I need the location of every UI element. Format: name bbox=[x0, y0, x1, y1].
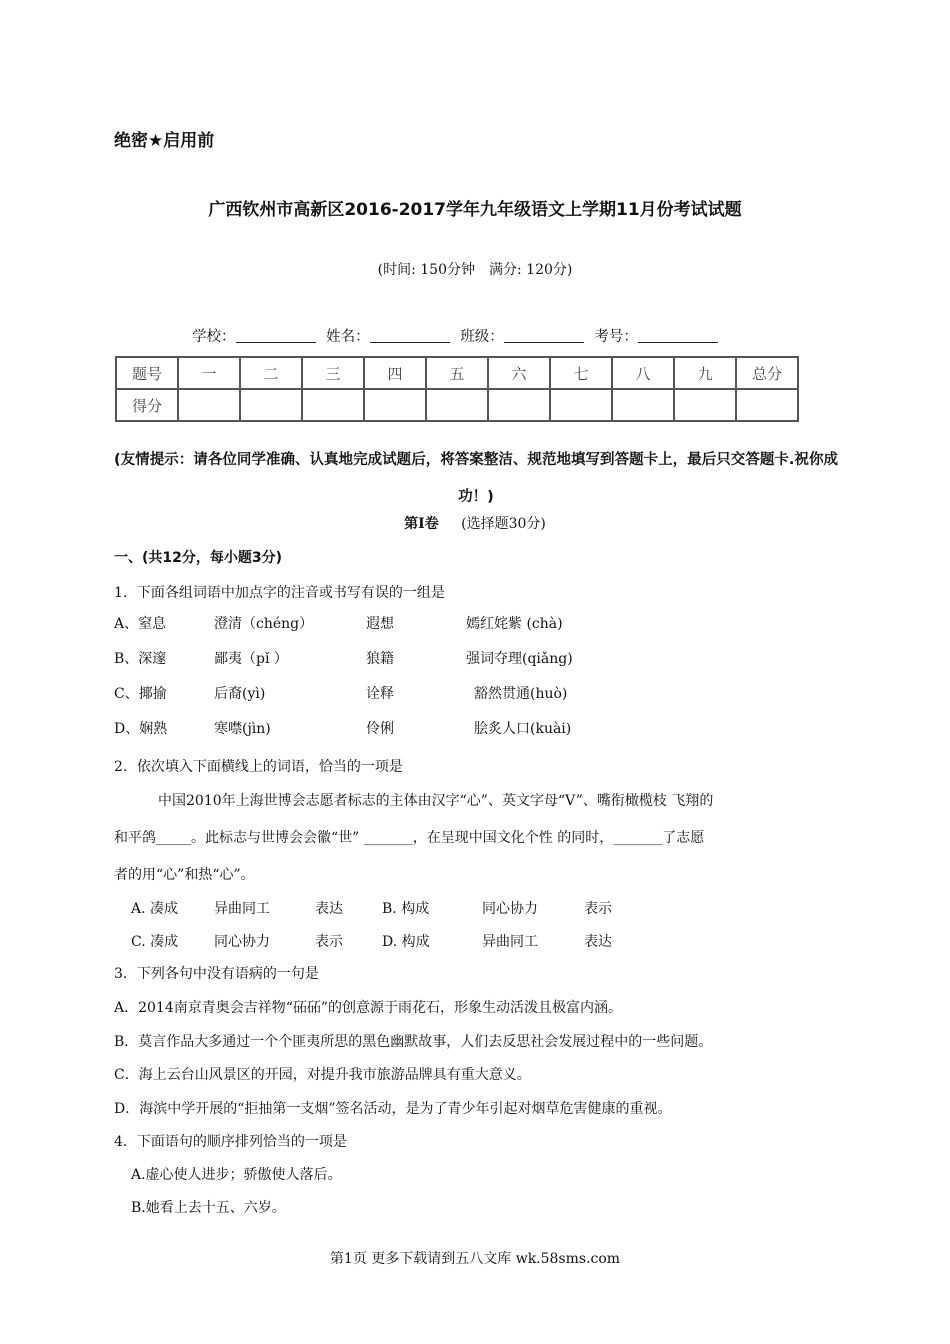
score-cell bbox=[488, 389, 550, 421]
score-header-cell: 四 bbox=[364, 357, 426, 389]
score-cell bbox=[240, 389, 302, 421]
q2-option-a-3: 表达 bbox=[315, 901, 343, 917]
q2-option-c-1: C. 凑成 bbox=[131, 934, 179, 950]
q4-item-b: B.她看上去十五、六岁。 bbox=[131, 1200, 286, 1216]
notice-text: (友情提示：请各位同学准确、认真地完成试题后，将答案整洁、规范地填写到答题卡上，最后只交答题卡.祝你成功！) bbox=[114, 452, 838, 505]
q1-option-d-word3: 脍炙人口(kuài) bbox=[474, 721, 572, 737]
score-header-cell: 题号 bbox=[116, 357, 178, 389]
score-header-cell: 八 bbox=[612, 357, 674, 389]
q1-option-a-word1: 澄清（chéng） bbox=[214, 616, 314, 632]
q2-passage-line-1: 中国2010年上海世博会志愿者标志的主体由汉字“心”、英文字母“V”、嘴衔橄榄枝 飞翔的 bbox=[158, 793, 714, 809]
q2-option-a-1: A. 凑成 bbox=[131, 901, 179, 917]
q1-option-b-word3: 强词夺理(qiǎng) bbox=[466, 651, 573, 667]
score-cell bbox=[302, 389, 364, 421]
score-cell bbox=[612, 389, 674, 421]
question-1-stem: 1．下面各组词语中加点字的注音或书写有误的一组是 bbox=[114, 585, 445, 601]
class-blank bbox=[504, 328, 584, 343]
q2-option-d-1: D. 构成 bbox=[382, 934, 430, 950]
score-cell bbox=[674, 389, 736, 421]
q2-passage-line-3: 者的用“心”和热“心”。 bbox=[114, 867, 255, 883]
q3-option-d: D．海滨中学开展的“拒抽第一支烟”签名活动，是为了青少年引起对烟草危害健康的重视。 bbox=[114, 1101, 672, 1117]
question-2-stem: 2．依次填入下面横线上的词语，恰当的一项是 bbox=[114, 759, 403, 775]
q1-option-d-word2: 伶俐 bbox=[366, 721, 394, 737]
exam-no-label: 考号： bbox=[594, 329, 638, 345]
score-header-cell: 九 bbox=[674, 357, 736, 389]
score-cell bbox=[426, 389, 488, 421]
question-4-stem: 4．下面语句的顺序排列恰当的一项是 bbox=[114, 1134, 347, 1150]
q1-option-d-word1: 寒噤(jìn) bbox=[214, 721, 271, 737]
score-header-cell: 七 bbox=[550, 357, 612, 389]
q2-option-b-1: B. 构成 bbox=[382, 901, 430, 917]
name-label: 姓名： bbox=[326, 329, 370, 345]
score-row-label: 得分 bbox=[116, 389, 178, 421]
score-cell bbox=[364, 389, 426, 421]
confidential-mark: 绝密★启用前 bbox=[114, 131, 215, 151]
q3-option-b: B．莫言作品大多通过一个个匪夷所思的黑色幽默故事，人们去反思社会发展过程中的一些问题。 bbox=[114, 1034, 713, 1050]
q1-option-a-word3: 嫣红姹紫 (chà) bbox=[466, 616, 563, 632]
score-cell bbox=[550, 389, 612, 421]
score-cell bbox=[178, 389, 240, 421]
question-3-stem: 3．下列各句中没有语病的一句是 bbox=[114, 966, 319, 982]
q3-option-c: C．海上云台山风景区的开园，对提升我市旅游品牌具有重大意义。 bbox=[114, 1067, 531, 1083]
q1-option-c-word1: 后裔(yì) bbox=[214, 686, 266, 702]
section-heading: 一、(共12分，每小题3分) bbox=[114, 550, 283, 566]
exam-time: (时间: 150分钟 满分: 120分) bbox=[377, 262, 573, 278]
score-header-cell: 六 bbox=[488, 357, 550, 389]
score-table-score-row bbox=[116, 389, 798, 421]
page-footer: 第1页 更多下载请到五八文库 wk.58sms.com bbox=[329, 1251, 621, 1267]
score-table bbox=[115, 356, 799, 422]
q2-option-a-2: 异曲同工 bbox=[214, 901, 270, 917]
q2-option-d-2: 异曲同工 bbox=[482, 934, 538, 950]
score-header-cell: 三 bbox=[302, 357, 364, 389]
q2-option-c-2: 同心协力 bbox=[214, 934, 270, 950]
q3-option-a: A．2014南京青奥会吉祥物“砳砳”的创意源于雨花石，形象生动活泼且极富内涵。 bbox=[114, 1000, 623, 1016]
q2-option-b-2: 同心协力 bbox=[482, 901, 538, 917]
q1-option-b-word1: 鄙夷（pǐ ） bbox=[214, 651, 288, 667]
volume-heading bbox=[0, 513, 950, 533]
volume-title: 第Ⅰ卷 bbox=[404, 516, 439, 532]
score-header-cell: 二 bbox=[240, 357, 302, 389]
score-table-header-row bbox=[116, 357, 798, 389]
q2-option-b-3: 表示 bbox=[584, 901, 612, 917]
score-header-cell: 五 bbox=[426, 357, 488, 389]
class-label: 班级： bbox=[460, 329, 504, 345]
q1-option-a-label: A、窒息 bbox=[114, 616, 167, 632]
score-header-cell: 一 bbox=[178, 357, 240, 389]
score-cell bbox=[736, 389, 798, 421]
school-blank bbox=[236, 328, 316, 343]
q2-option-c-3: 表示 bbox=[315, 934, 343, 950]
q1-option-a-word2: 遐想 bbox=[366, 616, 394, 632]
q1-option-b-word2: 狼籍 bbox=[366, 651, 394, 667]
page-title: 广西钦州市高新区2016-2017学年九年级语文上学期11月份考试试题 bbox=[208, 200, 742, 220]
volume-subtitle: (选择题30分) bbox=[461, 516, 546, 532]
q1-option-d-label: D、娴熟 bbox=[114, 721, 168, 737]
exam-no-blank bbox=[638, 328, 718, 343]
q4-item-a: A.虚心使人进步；骄傲使人落后。 bbox=[131, 1167, 342, 1183]
q1-option-b-label: B、深邃 bbox=[114, 651, 167, 667]
q1-option-c-word2: 诠释 bbox=[366, 686, 394, 702]
q2-option-d-3: 表达 bbox=[584, 934, 612, 950]
q2-passage-line-2: 和平鸽_____。此标志与世博会会徽“世” _______，在呈现中国文化个性 的同时，_______了志愿 bbox=[114, 830, 705, 846]
q1-option-c-word3: 豁然贯通(huò) bbox=[474, 686, 568, 702]
name-blank bbox=[370, 328, 450, 343]
student-info-fields bbox=[192, 325, 724, 346]
score-header-cell: 总分 bbox=[736, 357, 798, 389]
q1-option-c-label: C、揶揄 bbox=[114, 686, 167, 702]
school-label: 学校： bbox=[192, 329, 236, 345]
